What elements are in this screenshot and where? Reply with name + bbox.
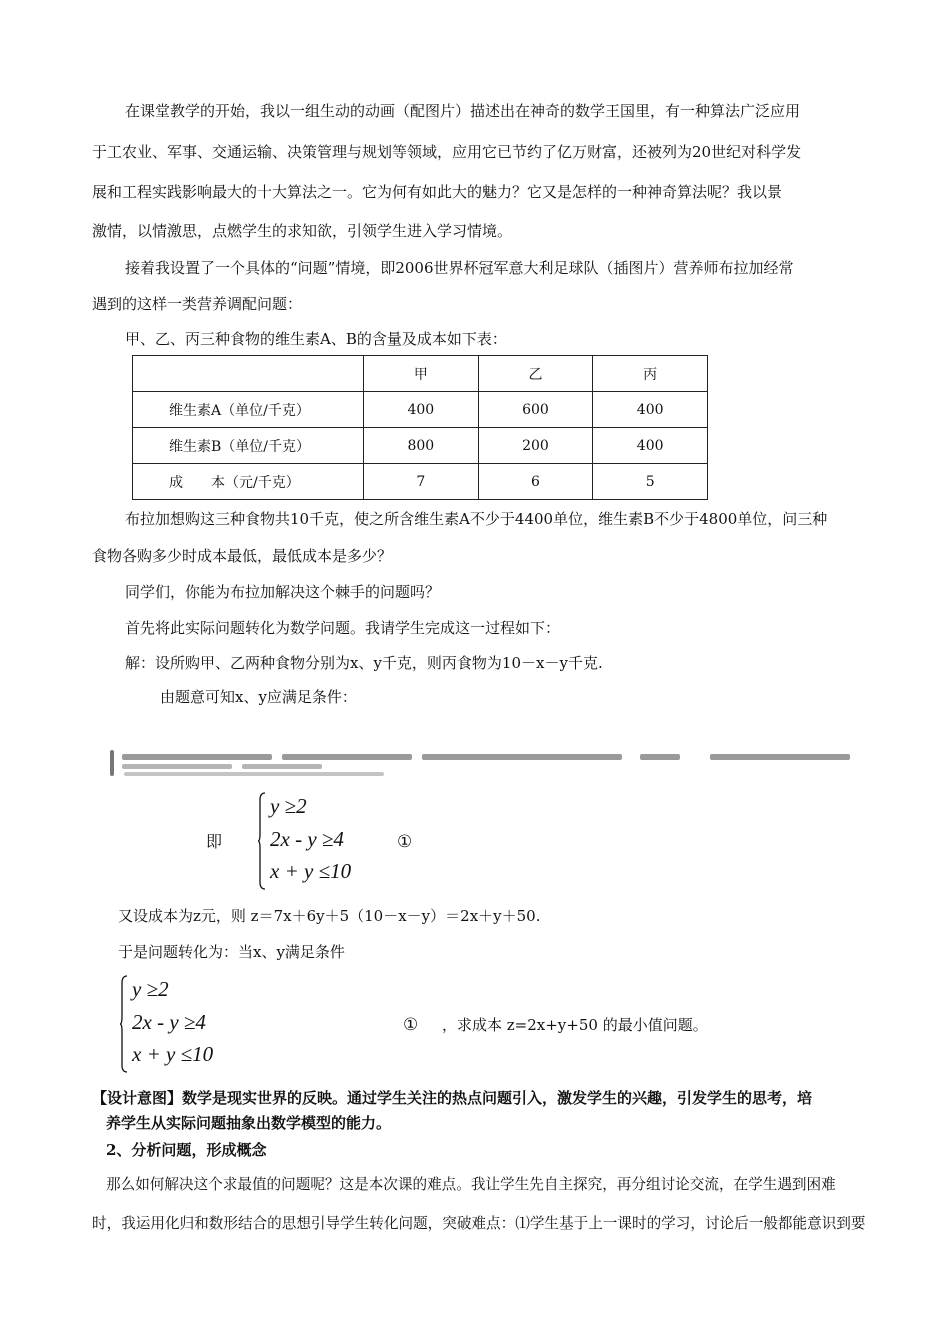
analysis-line-1: 那么如何解决这个求最值的问题呢？这是本次课的难点。我让学生先自主探究，再分组讨论交流，在学生遇到困难 (106, 1176, 836, 1193)
table-cell: 甲 (364, 356, 479, 392)
inequality-system-1 (258, 792, 388, 890)
table-row (133, 464, 708, 500)
design-intent-text: 数学是现实世界的反映。通过学生关注的热点问题引入，激发学生的兴趣，引发学生的思考，培 (182, 1089, 813, 1107)
intro-line-1: 在课堂教学的开始，我以一组生动的动画（配图片）描述出在神奇的数学王国里，有一种算法广泛应用 (125, 102, 801, 120)
scene-line-1: 接着我设置了一个具体的“问题”情境，即2006世界杯冠军意大利足球队（插图片）营养师布拉加经常 (125, 259, 794, 277)
table-cell (133, 356, 364, 392)
inequality-2: 2x - y ≥4 (270, 827, 344, 851)
problem-line-2: 食物各购多少时成本最低，最低成本是多少？ (92, 547, 393, 565)
intro-line-4: 激情，以情激思，点燃学生的求知欲，引领学生进入学习情境。 (92, 222, 513, 240)
table-cell: 5 (593, 464, 708, 500)
table-cell: 维生素B（单位/千克） (133, 428, 364, 464)
intro-line-2: 于工农业、军事、交通运输、决策管理与规划等领域，应用它已节约了亿万财富，还被列为20世纪对科学发 (92, 143, 802, 161)
table-row (133, 428, 708, 464)
vitamin-table (132, 355, 708, 500)
table-cell: 成 本（元/千克） (133, 464, 364, 500)
ji-label: 即 (206, 832, 223, 851)
scene-line-2: 遇到的这样一类营养调配问题： (92, 295, 303, 313)
inequality-system-2 (120, 975, 250, 1073)
garbled-formula-image (110, 748, 855, 778)
design-intent-label: 【设计意图】 (92, 1089, 183, 1107)
convert-line: 首先将此实际问题转化为数学问题。我请学生完成这一过程如下： (125, 619, 561, 637)
intro-line-3: 展和工程实践影响最大的十大算法之一。它为何有如此大的魅力？它又是怎样的一种神奇算法呢？我以景 (92, 183, 783, 201)
inequality-3: x + y ≤10 (270, 859, 352, 883)
transform-line: 于是问题转化为：当x、y满足条件 (118, 943, 345, 961)
table-cell: 400 (593, 392, 708, 428)
min-problem: ，求成本 z=2x+y+50 的最小值问题。 (442, 1016, 708, 1034)
table-row (133, 392, 708, 428)
table-header-row (133, 356, 708, 392)
circle-one-marker: ① (397, 832, 413, 852)
circle-one-marker-2: ① (403, 1015, 419, 1035)
condition-line: 由题意可知x、y应满足条件： (160, 688, 357, 706)
inequality-2: 2x - y ≥4 (132, 1010, 206, 1034)
table-cell: 400 (364, 392, 479, 428)
analysis-line-2: 时，我运用化归和数形结合的思想引导学生转化问题，突破难点：⑴学生基于上一课时的学习，讨论后一般都能意识到要 (92, 1215, 866, 1232)
solution-line: 解：设所购甲、乙两种食物分别为x、y千克，则丙食物为10－x－y千克. (125, 654, 603, 672)
design-intent-line-1 (92, 1088, 812, 1108)
table-intro: 甲、乙、丙三种食物的维生素A、B的含量及成本如下表： (125, 330, 507, 348)
brace-icon (258, 792, 266, 890)
section-heading: 2、分析问题，形成概念 (106, 1141, 267, 1159)
table-cell: 乙 (478, 356, 593, 392)
table-cell: 7 (364, 464, 479, 500)
table-cell: 丙 (593, 356, 708, 392)
brace-icon (120, 975, 128, 1073)
table-cell: 600 (478, 392, 593, 428)
ask-line: 同学们，你能为布拉加解决这个棘手的问题吗？ (125, 583, 441, 601)
table-cell: 6 (478, 464, 593, 500)
table-cell: 400 (593, 428, 708, 464)
problem-line-1: 布拉加想购这三种食物共10千克，使之所含维生素A不少于4400单位，维生素B不少于4800单位，问三种 (125, 510, 828, 528)
inequality-1: y ≥2 (270, 794, 307, 818)
table-cell: 维生素A（单位/千克） (133, 392, 364, 428)
table-cell: 200 (478, 428, 593, 464)
inequality-3: x + y ≤10 (132, 1042, 214, 1066)
design-intent-line-2: 养学生从实际问题抽象出数学模型的能力。 (106, 1114, 392, 1132)
table-cell: 800 (364, 428, 479, 464)
cost-line: 又设成本为z元，则 z＝7x＋6y＋5（10－x－y）＝2x＋y＋50. (118, 907, 541, 925)
inequality-1: y ≥2 (132, 977, 169, 1001)
